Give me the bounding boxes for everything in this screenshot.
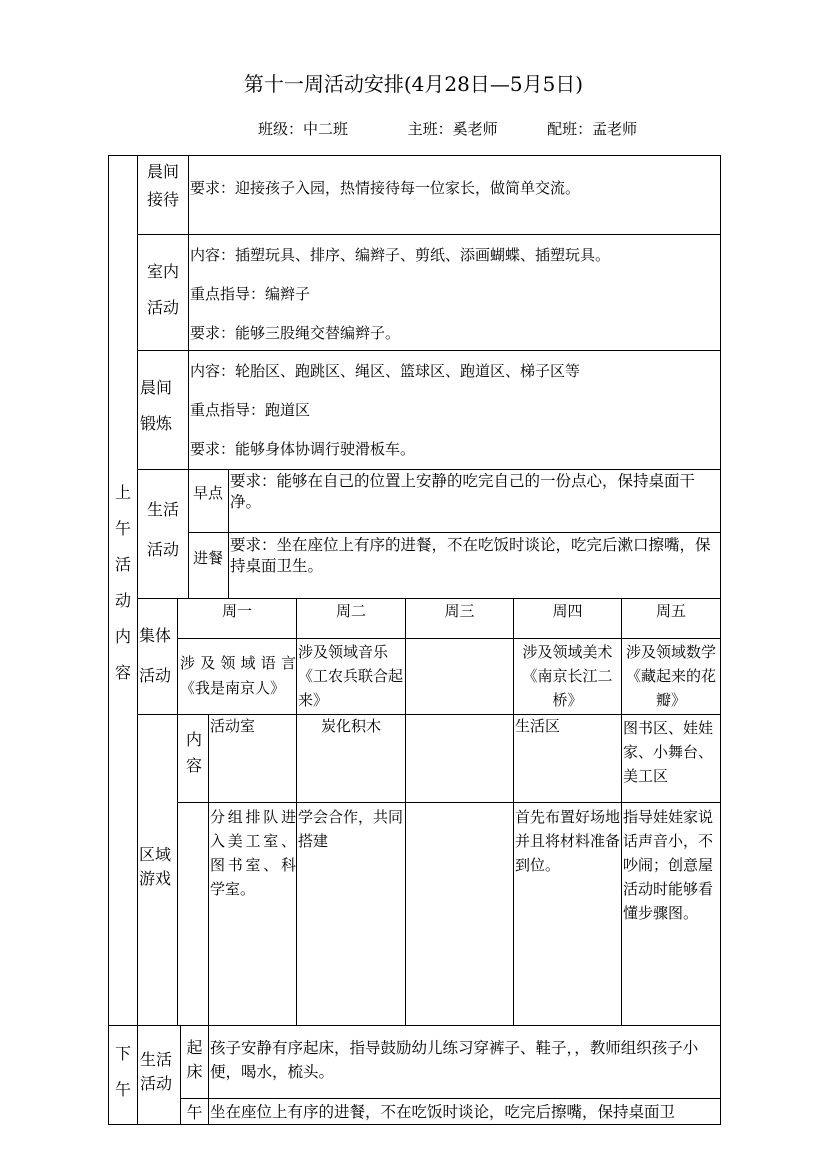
label-char: 午 xyxy=(114,1080,131,1099)
lunch-label: 午 xyxy=(186,1103,203,1122)
table-border xyxy=(108,1124,721,1125)
assistant-teacher: 配班：孟老师 xyxy=(547,120,638,138)
group-item-fri: 涉及领域数学《藏起来的花瓣》 xyxy=(625,643,716,709)
area-content-tue: 炭化积木 xyxy=(320,717,381,735)
table-border xyxy=(188,469,189,598)
table-border xyxy=(208,1025,209,1125)
class-info xyxy=(258,118,637,139)
page-title: 第十一周活动安排(4月28日—5月5日) xyxy=(243,72,584,96)
label-char: 床 xyxy=(186,1062,203,1081)
afternoon-label xyxy=(111,1036,135,1108)
wake-label xyxy=(181,1036,208,1084)
requirement-line: 要求：能够身体协调行驶滑板车。 xyxy=(190,440,416,458)
table-border xyxy=(177,638,721,639)
table-border xyxy=(405,598,406,1025)
snack-requirement: 要求：能够在自己的位置上安静的吃完自己的一份点心，保持桌面干净。 xyxy=(230,472,696,511)
indoor-label xyxy=(140,254,186,326)
day-mon: 周一 xyxy=(221,602,252,620)
area-guide-mon: 分组排队进入美工室、图书室、科学室。 xyxy=(210,808,296,898)
head-teacher: 主班：奚老师 xyxy=(407,120,498,138)
area-guide-tue: 学会合作，共同搭建 xyxy=(298,808,404,850)
label-line: 集体 xyxy=(139,626,172,645)
requirement-line: 要求：能够三股绳交替编辫子。 xyxy=(190,324,401,342)
day-tue: 周二 xyxy=(335,602,366,620)
area-content-thu: 生活区 xyxy=(515,717,561,735)
label-line: 生活 xyxy=(146,500,179,519)
table-border xyxy=(188,532,721,533)
table-border xyxy=(108,155,109,1125)
label-line: 锻炼 xyxy=(140,414,173,433)
label-char: 内 xyxy=(114,627,131,646)
label-line: 室内 xyxy=(146,262,179,281)
group-label xyxy=(139,616,177,696)
table-border xyxy=(137,598,721,599)
table-border xyxy=(720,155,721,1125)
morning-label xyxy=(111,475,135,691)
label-char: 下 xyxy=(114,1044,131,1063)
area-content-label xyxy=(180,727,208,779)
label-line: 生活 xyxy=(140,1050,173,1069)
table-border xyxy=(513,598,514,1025)
table-border xyxy=(208,714,209,1025)
label-line: 活动 xyxy=(140,1074,173,1093)
table-border xyxy=(177,802,721,803)
area-guide-fri: 指导娃娃家说话声音小，不吵闹；创意屋活动时能够看懂步骤图。 xyxy=(623,808,714,922)
reception-requirement: 要求：迎接孩子入园，热情接待每一位家长，做简单交流。 xyxy=(190,179,581,197)
label-line: 活动 xyxy=(146,540,179,559)
area-guide-thu: 首先布置好场地并且将材料准备到位。 xyxy=(515,808,620,874)
label-line: 晨间 xyxy=(146,162,179,181)
table-border xyxy=(621,598,622,1025)
label-char: 上 xyxy=(114,483,131,502)
table-border xyxy=(108,1025,721,1026)
pm-life-label xyxy=(140,1048,180,1096)
table-border xyxy=(188,155,189,470)
day-wed: 周三 xyxy=(444,602,475,620)
lunch-requirement: 坐在座位上有序的进餐，不在吃饭时谈论，吃完后擦嘴，保持桌面卫 xyxy=(210,1103,676,1121)
focus-line: 重点指导：跑道区 xyxy=(190,401,311,419)
indoor-content xyxy=(190,236,718,353)
life-label xyxy=(140,490,186,570)
label-line: 游戏 xyxy=(139,869,172,888)
label-char: 容 xyxy=(185,756,202,775)
area-content-fri: 图书区、娃娃家、小舞台、美工区 xyxy=(623,719,714,785)
table-border xyxy=(137,234,721,235)
reception-label xyxy=(140,158,186,214)
table-border xyxy=(137,155,138,1125)
group-item-thu: 涉及领域美术《南京长江二桥》 xyxy=(522,643,613,709)
table-border xyxy=(180,1098,721,1099)
day-fri: 周五 xyxy=(655,602,686,620)
table-border xyxy=(177,598,178,1025)
label-char: 容 xyxy=(114,663,131,682)
day-thu: 周四 xyxy=(552,602,583,620)
table-border xyxy=(108,155,721,156)
label-line: 活动 xyxy=(146,298,179,317)
label-line: 接待 xyxy=(146,190,179,209)
focus-line: 重点指导：编辫子 xyxy=(190,285,311,303)
snack-label: 早点 xyxy=(192,484,223,502)
label-line: 活动 xyxy=(139,666,172,685)
table-border xyxy=(296,714,297,1025)
group-item-tue: 涉及领域音乐《工农兵联合起来》 xyxy=(298,643,404,709)
exercise-content xyxy=(190,352,718,469)
label-char: 动 xyxy=(114,591,131,610)
label-char: 午 xyxy=(114,519,131,538)
meal-label: 进餐 xyxy=(192,549,223,567)
label-char: 起 xyxy=(186,1038,203,1057)
table-border xyxy=(228,469,229,598)
label-char: 内 xyxy=(185,730,202,749)
area-label xyxy=(139,843,177,891)
wake-requirement: 孩子安静有序起床，指导鼓励幼儿练习穿裤子、鞋子，，教师组织孩子小便，喝水，梳头。 xyxy=(210,1039,699,1081)
content-line: 内容：插塑玩具、排序、编辫子、剪纸、添画蝴蝶、插塑玩具。 xyxy=(190,246,611,264)
group-item-mon: 涉及领域语言《我是南京人》 xyxy=(180,654,296,697)
table-border xyxy=(137,469,721,470)
class-label: 班级：中二班 xyxy=(258,120,349,138)
table-border xyxy=(137,714,721,715)
area-content-mon: 活动室 xyxy=(210,717,256,735)
content-line: 内容：轮胎区、跑跳区、绳区、篮球区、跑道区、梯子区等 xyxy=(190,362,581,380)
meal-requirement: 要求：坐在座位上有序的进餐，不在吃饭时谈论，吃完后漱口擦嘴，保持桌面卫生。 xyxy=(230,536,711,575)
label-line: 晨间 xyxy=(140,378,173,397)
exercise-label xyxy=(140,370,186,442)
label-char: 活 xyxy=(114,555,131,574)
label-line: 区域 xyxy=(139,845,172,864)
